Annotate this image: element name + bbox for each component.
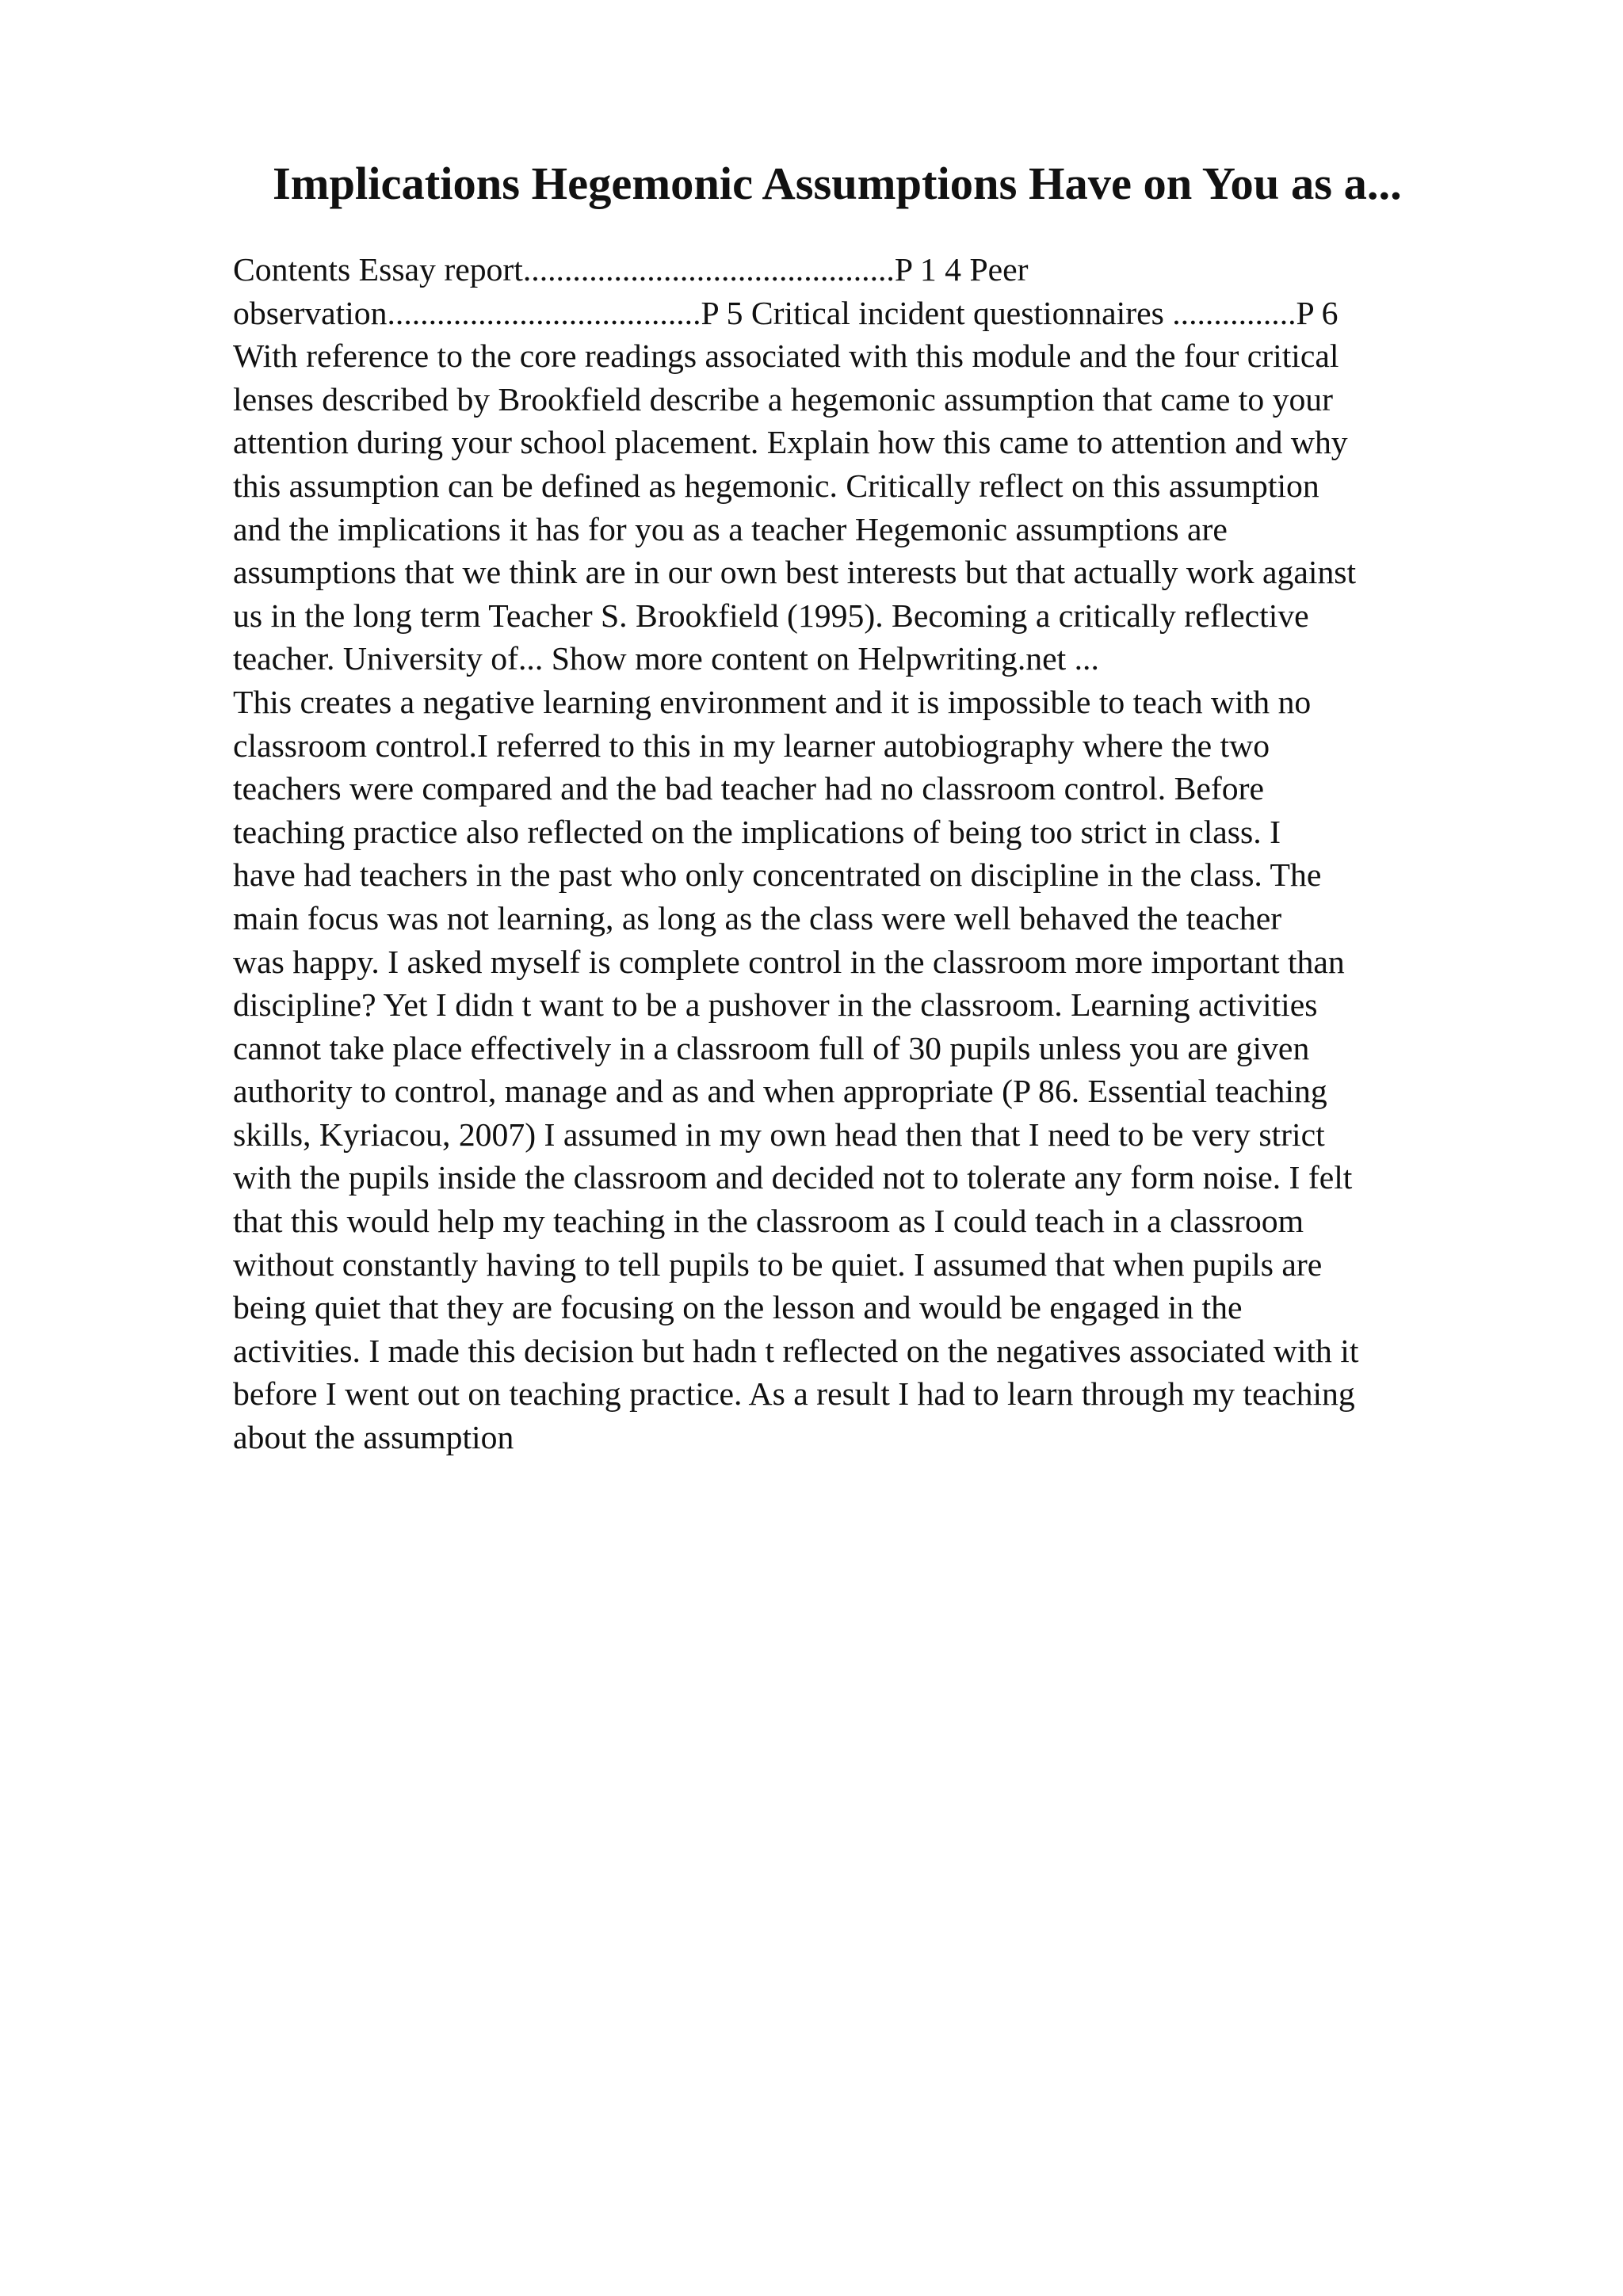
document-title: Implications Hegemonic Assumptions Have on You as a... bbox=[273, 158, 1402, 209]
body-line: main focus was not learning, as long as the class were well behaved the teacher bbox=[233, 900, 1282, 937]
body-line: With reference to the core readings associated with this module and the four critical bbox=[233, 338, 1339, 376]
body-line: cannot take place effectively in a classroom full of 30 pupils unless you are given bbox=[233, 1030, 1310, 1067]
body-line: lenses described by Brookfield describe a hegemonic assumption that came to your bbox=[233, 381, 1334, 418]
body-line: discipline? Yet I didn t want to be a pushover in the classroom. Learning activities bbox=[233, 987, 1318, 1024]
body-line: without constantly having to tell pupils to be quiet. I assumed that when pupils are bbox=[233, 1246, 1323, 1283]
body-line: being quiet that they are focusing on the lesson and would be engaged in the bbox=[233, 1290, 1243, 1327]
body-line: attention during your school placement. Explain how this came to attention and why bbox=[233, 425, 1348, 462]
body-line: was happy. I asked myself is complete control in the classroom more important than bbox=[233, 944, 1345, 981]
body-line: skills, Kyriacou, 2007) I assumed in my own head then that I need to be very strict bbox=[233, 1116, 1325, 1154]
document-body bbox=[233, 249, 1533, 1460]
body-line: classroom control.I referred to this in my learner autobiography where the two bbox=[233, 727, 1270, 765]
body-line: us in the long term Teacher S. Brookfield (1995). Becoming a critically reflective bbox=[233, 597, 1309, 635]
body-line: before I went out on teaching practice. As a result I had to learn through my teaching bbox=[233, 1376, 1355, 1413]
body-line: with the pupils inside the classroom and decided not to tolerate any form noise. I felt bbox=[233, 1160, 1353, 1197]
body-line: that this would help my teaching in the classroom as I could teach in a classroom bbox=[233, 1203, 1304, 1241]
body-line: teacher. University of... Show more content on Helpwriting.net ... bbox=[233, 641, 1099, 678]
body-line: This creates a negative learning environment and it is impossible to teach with no bbox=[233, 684, 1312, 721]
body-line: teachers were compared and the bad teacher had no classroom control. Before bbox=[233, 771, 1264, 808]
body-line: teaching practice also reflected on the implications of being too strict in class. I bbox=[233, 814, 1281, 851]
body-line: about the assumption bbox=[233, 1420, 514, 1457]
body-line: assumptions that we think are in our own best interests but that actually work against bbox=[233, 555, 1357, 592]
body-line: have had teachers in the past who only concentrated on discipline in the class. The bbox=[233, 857, 1322, 894]
body-line: observation......................................P 5 Critical incident questionnaires ...............P 6 bbox=[233, 295, 1338, 332]
body-line: Contents Essay report.............................................P 1 4 Peer bbox=[233, 252, 1029, 288]
body-line: authority to control, manage and as and when appropriate (P 86. Essential teaching bbox=[233, 1074, 1327, 1111]
body-line: activities. I made this decision but hadn t reflected on the negatives associated with it bbox=[233, 1333, 1359, 1370]
body-line: and the implications it has for you as a teacher Hegemonic assumptions are bbox=[233, 511, 1228, 548]
body-line: this assumption can be defined as hegemonic. Critically reflect on this assumption bbox=[233, 467, 1319, 505]
